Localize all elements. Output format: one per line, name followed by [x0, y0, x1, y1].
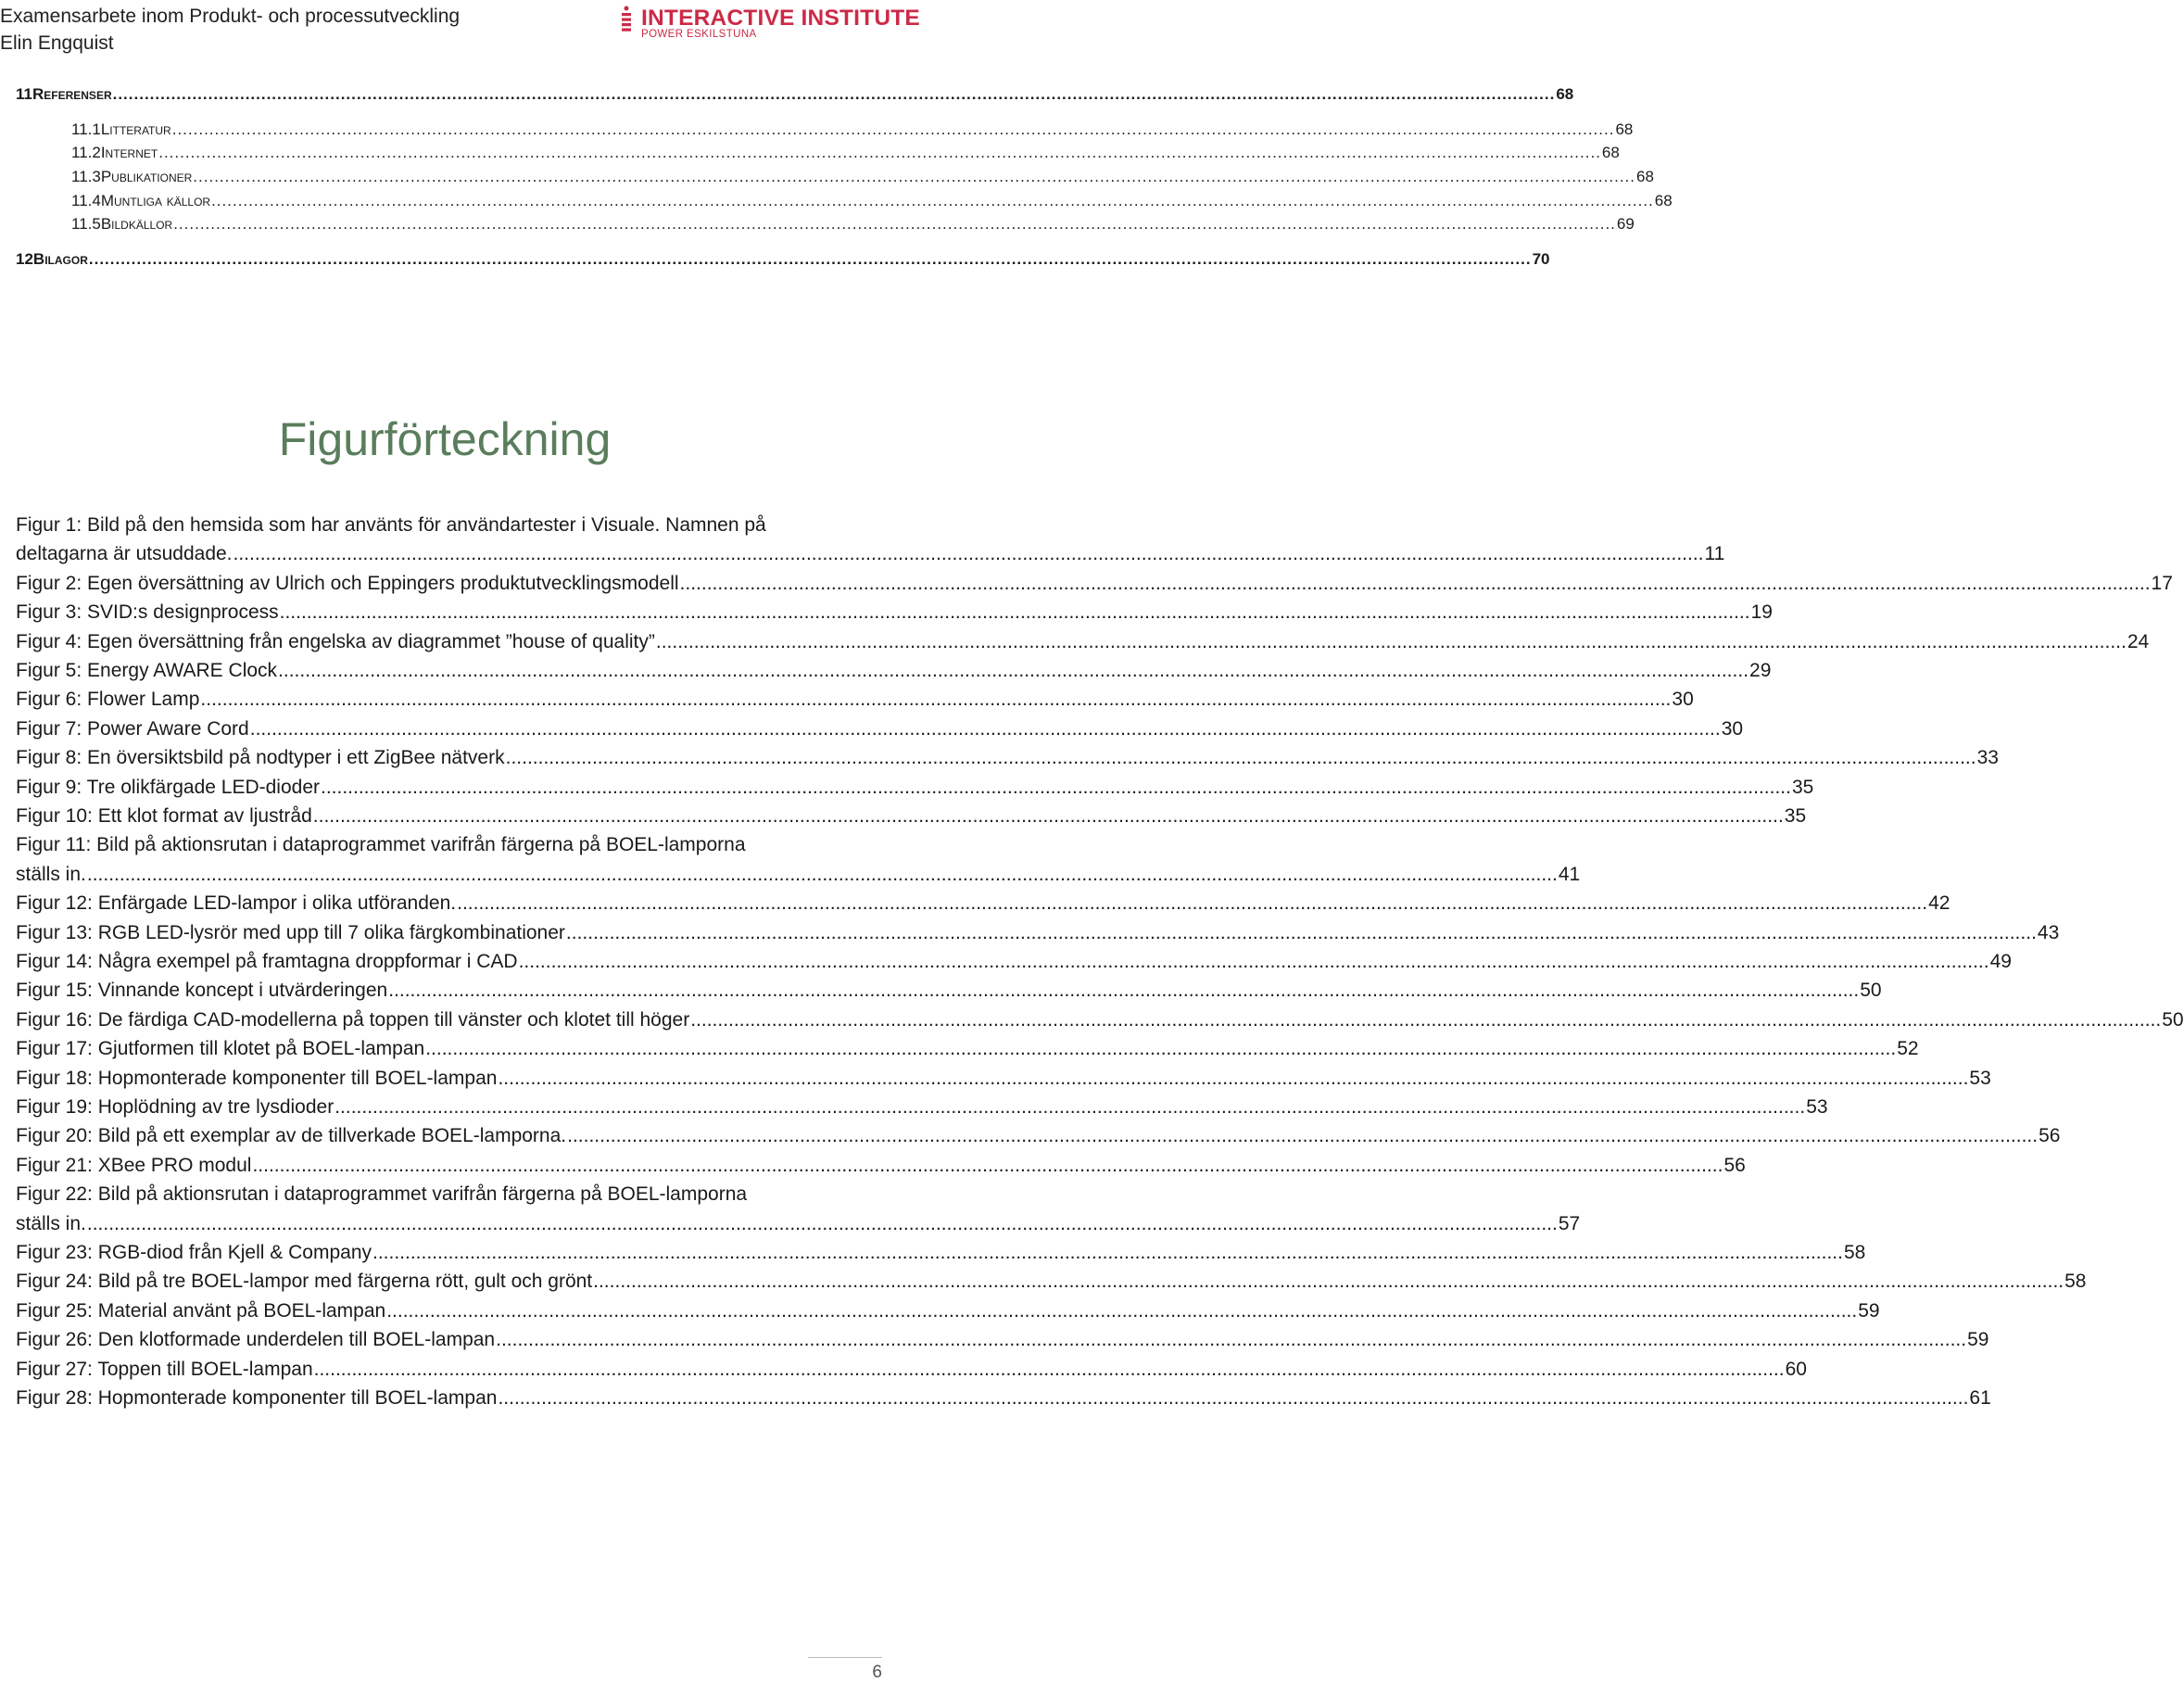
header-title: Examensarbete inom Produkt- och processutveckling: [0, 6, 461, 27]
toc-page: 68: [1636, 168, 1654, 185]
toc-page: 68: [1615, 120, 1634, 138]
dot-leader: [200, 685, 1671, 715]
figure-page: 35: [1784, 805, 1807, 827]
dot-leader: [234, 539, 1704, 569]
dot-leader: [425, 1034, 1896, 1064]
figure-page: 52: [1897, 1038, 1919, 1060]
toc-title: Internet: [100, 144, 158, 161]
figure-page: 19: [1750, 601, 1773, 624]
dot-leader: [496, 1325, 1966, 1355]
dot-leader: [280, 598, 1750, 627]
figure-page: 58: [1843, 1242, 1866, 1263]
figure-caption-line: Figur 1: Bild på den hemsida som har använts för användartester i Visuale. Namnen på: [16, 514, 766, 536]
toc-title: Bilagor: [32, 250, 88, 268]
dot-leader: [498, 1064, 1968, 1094]
figure-page: 53: [1806, 1096, 1828, 1118]
dot-leader: [690, 1006, 2161, 1035]
toc-title: Litteratur: [100, 120, 171, 138]
figure-caption: Figur 17: Gjutformen till klotet på BOEL-lampan: [16, 1038, 425, 1060]
figure-caption: Figur 2: Egen översättning av Ulrich och Eppingers produktutvecklingsmodell: [16, 572, 679, 594]
toc-title: Publikationer: [100, 168, 193, 185]
figure-page: 33: [1976, 747, 1999, 769]
figure-entry[interactable]: [16, 569, 2173, 599]
figure-entry[interactable]: [16, 743, 1999, 773]
logo-mark-icon: [619, 6, 634, 39]
toc-page: 68: [1601, 144, 1620, 161]
toc-number: 11: [16, 85, 32, 103]
dot-leader: [593, 1267, 2064, 1297]
figure-caption: Figur 14: Några exempel på framtagna droppformar i CAD: [16, 951, 518, 972]
figure-page: 30: [1721, 717, 1744, 740]
dot-leader: [158, 144, 1601, 162]
toc-title: Bildkällor: [100, 215, 173, 233]
figure-caption: Figur 18: Hopmonterade komponenter till BOEL-lampan: [16, 1067, 498, 1089]
toc-page: 70: [1532, 250, 1550, 268]
figure-caption: Figur 19: Hoplödning av tre lysdioder: [16, 1096, 335, 1118]
toc-page: 69: [1616, 215, 1635, 233]
figure-caption: Figur 25: Material använt på BOEL-lampan: [16, 1299, 386, 1322]
dot-leader: [211, 192, 1654, 210]
toc-page: 68: [1654, 192, 1673, 209]
dot-leader: [386, 1297, 1857, 1326]
dot-leader: [173, 215, 1616, 234]
figure-caption: Figur 4: Egen översättning från engelska av diagrammet ”house of quality”: [16, 630, 655, 652]
figure-caption: Figur 26: Den klotformade underdelen till BOEL-lampan: [16, 1329, 496, 1351]
logo-title: INTERACTIVE INSTITUTE: [641, 6, 920, 31]
toc-number: 11.1: [71, 120, 101, 138]
dot-leader: [680, 569, 2151, 599]
figure-entry[interactable]: [16, 1238, 1866, 1268]
toc-entry[interactable]: [71, 215, 1635, 234]
figure-page: 60: [1785, 1358, 1807, 1380]
toc-entry[interactable]: [71, 168, 1654, 186]
header-author: Elin Engquist: [0, 32, 114, 54]
figure-entry[interactable]: [16, 773, 1814, 803]
figure-entry[interactable]: [16, 802, 1807, 831]
toc-page: 68: [1556, 85, 1574, 103]
figure-entry[interactable]: [16, 947, 2012, 977]
dot-leader: [87, 1209, 1558, 1239]
figure-caption: Figur 10: Ett klot format av ljustråd: [16, 805, 312, 827]
figure-page: 53: [1969, 1067, 1991, 1089]
figure-caption: Figur 27: Toppen till BOEL-lampan: [16, 1358, 313, 1380]
figure-caption: ställs in.: [16, 1212, 86, 1234]
dot-leader: [252, 1151, 1723, 1181]
figure-page: 61: [1969, 1387, 1991, 1409]
toc-number: 12: [16, 250, 33, 268]
toc-title: Referenser: [32, 85, 112, 103]
figure-entry[interactable]: [16, 511, 1725, 569]
footer-rule: [808, 1657, 882, 1658]
dot-leader: [335, 1093, 1805, 1122]
figure-entry[interactable]: [16, 1064, 1991, 1094]
figure-page: 50: [1860, 980, 1882, 1002]
figure-caption: Figur 12: Enfärgade LED-lampor i olika utföranden.: [16, 892, 457, 915]
toc-entry[interactable]: [16, 250, 1550, 269]
figure-page: 56: [2039, 1125, 2061, 1147]
figure-caption: Figur 16: De färdiga CAD-modellerna på toppen till vänster och klotet till höger: [16, 1008, 690, 1031]
dot-leader: [250, 715, 1721, 744]
dot-leader: [567, 1121, 2038, 1151]
figure-caption: Figur 15: Vinnande koncept i utvärderingen: [16, 980, 388, 1002]
figure-page: 35: [1791, 776, 1814, 798]
figure-entry[interactable]: [16, 1355, 1807, 1385]
dot-leader: [89, 250, 1532, 269]
dot-leader: [656, 627, 2127, 657]
figure-entry[interactable]: [16, 1121, 2061, 1151]
figure-caption: Figur 7: Power Aware Cord: [16, 717, 249, 740]
dot-leader: [314, 1355, 1785, 1385]
dot-leader: [566, 918, 2037, 948]
figure-caption: Figur 28: Hopmonterade komponenter till BOEL-lampan: [16, 1387, 498, 1409]
figure-caption: Figur 6: Flower Lamp: [16, 689, 200, 711]
toc-number: 11.5: [71, 215, 101, 233]
figure-entry[interactable]: [16, 918, 2060, 948]
figure-caption-line: Figur 22: Bild på aktionsrutan i dataprogrammet varifrån färgerna på BOEL-lamporna: [16, 1183, 748, 1206]
figure-caption: Figur 24: Bild på tre BOEL-lampor med färgerna rött, gult och grönt: [16, 1271, 593, 1293]
dot-leader: [278, 656, 1748, 686]
figure-page: 59: [1858, 1299, 1880, 1322]
interactive-institute-logo: [619, 4, 920, 44]
toc-entry[interactable]: [71, 120, 1634, 139]
figure-entry[interactable]: [16, 627, 2150, 657]
figure-page: 11: [1704, 543, 1725, 565]
figure-caption: Figur 20: Bild på ett exemplar av de tillverkade BOEL-lamporna.: [16, 1125, 567, 1147]
figure-entry[interactable]: [16, 1093, 1828, 1122]
figure-page: 49: [1989, 951, 2012, 972]
figure-entry[interactable]: [16, 598, 1773, 627]
dot-leader: [87, 860, 1558, 890]
figure-entry[interactable]: [16, 976, 1882, 1006]
toc-title: Muntliga källor: [100, 192, 211, 209]
figure-page: 29: [1749, 660, 1772, 681]
figure-caption: Figur 21: XBee PRO modul: [16, 1154, 252, 1176]
figure-page: 41: [1558, 863, 1581, 885]
figure-entry[interactable]: [16, 1006, 2184, 1035]
dot-leader: [172, 120, 1615, 139]
figure-entry[interactable]: [16, 656, 1772, 686]
dot-leader: [457, 889, 1927, 918]
figure-caption: Figur 9: Tre olikfärgade LED-dioder: [16, 776, 320, 798]
figure-page: 50: [2162, 1008, 2184, 1031]
page-header: [0, 0, 920, 65]
figure-page: 56: [1723, 1154, 1746, 1176]
figure-entry[interactable]: [16, 1384, 1991, 1413]
dot-leader: [498, 1384, 1968, 1413]
header-text: [0, 3, 460, 57]
figure-entry[interactable]: [16, 1151, 1746, 1181]
dot-leader: [313, 802, 1784, 831]
figure-entry[interactable]: [16, 1034, 1919, 1064]
figure-page: 42: [1928, 892, 1950, 915]
figure-page: 59: [1967, 1329, 1989, 1351]
figure-caption: ställs in.: [16, 863, 86, 885]
figure-entry[interactable]: [16, 830, 1581, 889]
figure-entry[interactable]: [16, 1297, 1880, 1326]
figure-caption: Figur 13: RGB LED-lysrör med upp till 7 olika färgkombinationer: [16, 921, 565, 943]
figure-page: 43: [2037, 921, 2060, 943]
logo-subtitle: POWER ESKILSTUNA: [641, 29, 757, 40]
figure-entry[interactable]: [16, 1325, 1989, 1355]
dot-leader: [388, 976, 1859, 1006]
figure-caption: Figur 23: RGB-diod från Kjell & Company: [16, 1242, 372, 1263]
toc-number: 11.4: [71, 192, 101, 209]
figure-page: 30: [1672, 689, 1694, 711]
dot-leader: [321, 773, 1791, 803]
dot-leader: [193, 168, 1635, 186]
dot-leader: [113, 85, 1556, 104]
figure-entry[interactable]: [16, 889, 1950, 918]
figure-entry[interactable]: [16, 1180, 1581, 1238]
figure-caption: Figur 8: En översiktsbild på nodtyper i ett ZigBee nätverk: [16, 747, 505, 769]
figure-page: 57: [1558, 1212, 1581, 1234]
figure-entry[interactable]: [16, 715, 1744, 744]
figure-page: 17: [2151, 572, 2173, 594]
toc-entry[interactable]: [16, 85, 1574, 104]
figure-page: 24: [2127, 630, 2150, 652]
figures-heading: Figurförteckning: [278, 412, 612, 465]
toc-entry[interactable]: [71, 192, 1673, 210]
dot-leader: [506, 743, 1976, 773]
figure-entry[interactable]: [16, 685, 1694, 715]
figure-entry[interactable]: [16, 1267, 2087, 1297]
toc-number: 11.3: [71, 168, 101, 185]
toc-entry[interactable]: [71, 144, 1620, 162]
figure-page: 58: [2064, 1271, 2087, 1293]
dot-leader: [519, 947, 1989, 977]
page-number: 6: [872, 1663, 882, 1682]
toc-number: 11.2: [71, 144, 101, 161]
figure-caption: deltagarna är utsuddade.: [16, 543, 233, 565]
figure-caption-line: Figur 11: Bild på aktionsrutan i dataprogrammet varifrån färgerna på BOEL-lamporna: [16, 834, 746, 856]
figure-caption: Figur 3: SVID:s designprocess: [16, 601, 279, 624]
figure-caption: Figur 5: Energy AWARE Clock: [16, 660, 278, 681]
dot-leader: [372, 1238, 1843, 1268]
